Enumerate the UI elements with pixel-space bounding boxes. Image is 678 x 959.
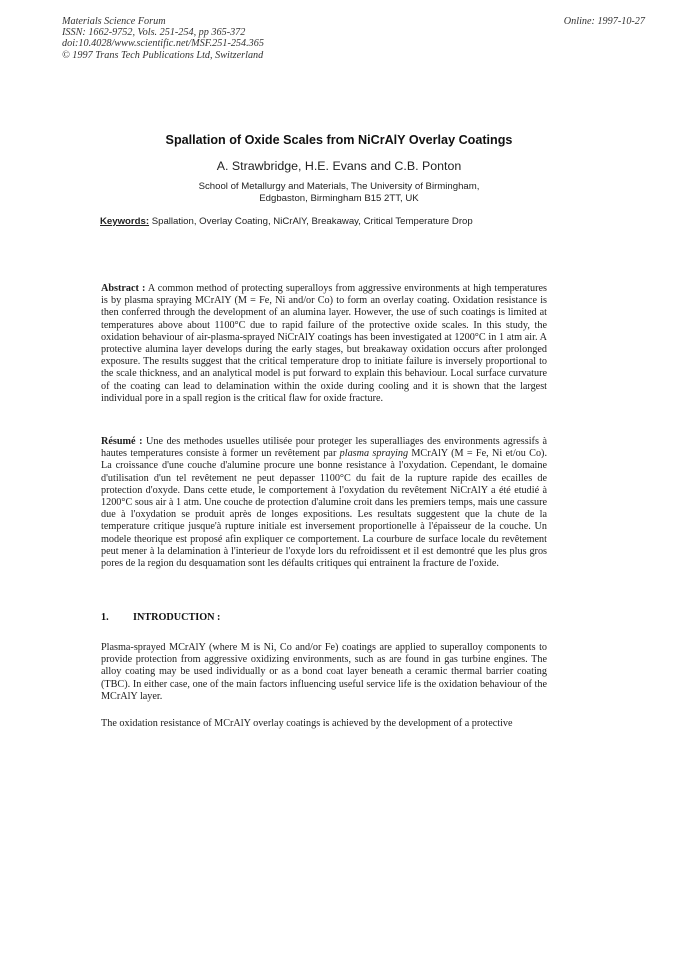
copyright-line: © 1997 Trans Tech Publications Ltd, Switzerland bbox=[62, 49, 264, 61]
affiliation bbox=[0, 181, 678, 204]
resume-text-after: MCrAlY (M = Fe, Ni et/ou Co). La croissance d'une couche d'alumine procure une bonne resistance à l'oxydation. Cependant, le domaine d'utilisation d'un tel revêtement ne peut depasser 1100°C du fait de la rupture rapide des ecailles de protection d'oxyde. Dans cette etude, le comportement à l'oxydation du revêtement NiCrAlY a été etudié à 1200°C sous air à 1 atm. Une couche de protection d'alumine croit dans les premiers temps, mais une cassure due à l'oxydation se produit après de longes expositions. Les resultats suggestent que la chute de la temperature critique jusque'à rupture initiale est inversement proportionelle à l'épaisseur de la couche. Un modele theorique est proposé afin expliquer ce comportement. La courbure de surface locale du revêtement peut mener à la delamination à l'interieur de l'oxyde lors du refroidissent et il est demontré que les plus gros pores de la region du desquamation sont les défaults critiques qui entrainent la fracture de l'oxide. bbox=[101, 448, 547, 570]
abstract-text: A common method of protecting superalloys from aggressive environments at high temperatures is by plasma spraying MCrAlY (M = Fe, Ni and/or Co) to form an overlay coating. Oxidation resistance is then conferred through the development of an alumina layer. However, the use of such coatings is limited at temperatures above about 1100°C due to rapid failure of the protective oxide scales. In this study, the oxidation behaviour of air-plasma-sprayed NiCrAlY coatings has been investigated at 1200°C in 1 atm air. A protective alumina layer develops during the early stages, but breakaway oxidation occurs after prolonged exposure. The results suggest that the critical temperature drop to initiate failure is inversely proportional to the scale thickness, and an analytical model is put forward to explain this behaviour. Local surface curvature of the coating can lead to delamination within the oxide during cooling and it is shown that the largest individual pore in a spall region is the critical flaw for oxide fracture. bbox=[101, 283, 547, 404]
abstract-label: Abstract : bbox=[101, 283, 146, 294]
section-heading bbox=[101, 612, 220, 623]
issn-line: ISSN: 1662-9752, Vols. 251-254, pp 365-372 bbox=[62, 27, 246, 39]
resume-italic-term: plasma spraying bbox=[339, 448, 409, 460]
journal-name: Materials Science Forum bbox=[62, 16, 166, 27]
abstract-paragraph bbox=[101, 283, 547, 405]
section-title: INTRODUCTION : bbox=[133, 612, 221, 623]
resume-label: Résumé : bbox=[101, 436, 143, 447]
resume-text-before: Une des methodes usuelles utilisée pour proteger les superalliages des environments agressifs à hautes temperatures consiste à former un revêtement par bbox=[101, 436, 547, 460]
author-list: A. Strawbridge, H.E. Evans and C.B. Ponton bbox=[216, 159, 462, 173]
affiliation-line-1: School of Metallurgy and Materials, The University of Birmingham, bbox=[198, 181, 480, 192]
keywords bbox=[100, 216, 473, 227]
journal-header bbox=[62, 16, 264, 61]
intro-paragraph-2: The oxidation resistance of MCrAlY overlay coatings is achieved by the development of a protective bbox=[101, 718, 513, 729]
affiliation-line-2: Edgbaston, Birmingham B15 2TT, UK bbox=[259, 192, 419, 204]
paper-title: Spallation of Oxide Scales from NiCrAlY Overlay Coatings bbox=[165, 133, 513, 147]
online-date: Online: 1997-10-27 bbox=[563, 16, 645, 27]
section-number: 1. bbox=[101, 612, 109, 623]
keywords-text: Spallation, Overlay Coating, NiCrAlY, Breakaway, Critical Temperature Drop bbox=[149, 216, 473, 227]
intro-paragraph-1: Plasma-sprayed MCrAlY (where M is Ni, Co and/or Fe) coatings are applied to superalloy components to provide protection from aggressive oxidizing environments, such as are found in gas turbine engines. The alloy coating may be used individually or as a bond coat layer beneath a ceramic thermal barrier coating (TBC). In either case, one of the main factors influencing useful service life is the oxidation behaviour of the MCrAlY layer. bbox=[101, 642, 547, 702]
resume-paragraph bbox=[101, 436, 547, 570]
doi-line[interactable]: doi:10.4028/www.scientific.net/MSF.251-254.365 bbox=[62, 38, 264, 50]
keywords-label: Keywords: bbox=[100, 216, 150, 227]
